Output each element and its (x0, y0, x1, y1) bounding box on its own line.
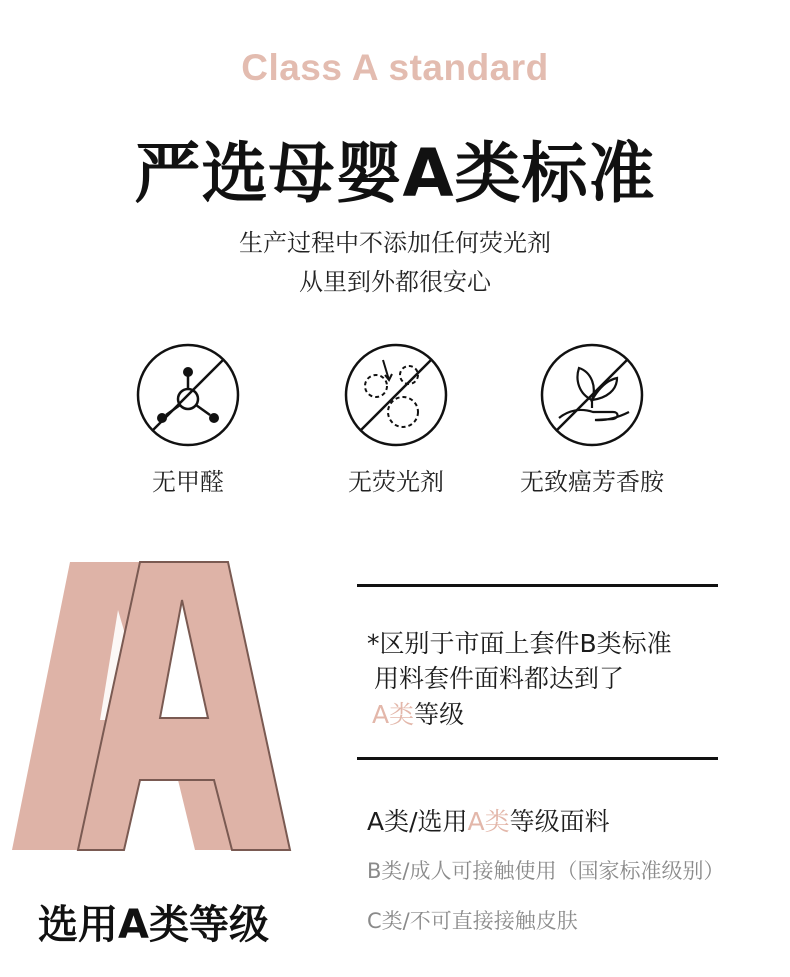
big-a-letters (0, 540, 310, 860)
subtitle-line-1: 生产过程中不添加任何荧光剂 (239, 229, 551, 257)
bottom-title: 选用A类等级 (38, 902, 269, 948)
grade-a (367, 802, 610, 838)
feature-no-fluorescent (291, 342, 501, 497)
feature-no-formaldehyde (83, 342, 293, 497)
no-aromatic-amine-icon (539, 342, 645, 448)
note-line-3-rest: 等级 (414, 700, 465, 729)
note-line-1: *区别于市面上套件B类标准 (367, 629, 672, 658)
grade-a-prefix: A类/选用 (367, 807, 468, 836)
feature-label: 无荧光剂 (348, 468, 444, 496)
grade-a-suffix: 等级面料 (509, 807, 610, 836)
no-formaldehyde-icon (135, 342, 241, 448)
grade-a-highlight: A类 (467, 807, 510, 836)
note-line-2: 用料套件面料都达到了 (374, 664, 625, 693)
divider-bottom (357, 757, 718, 760)
note-line-3 (372, 695, 464, 731)
note-highlight: A类 (372, 700, 415, 729)
feature-label: 无致癌芳香胺 (520, 468, 664, 496)
subtitle-line-2: 从里到外都很安心 (299, 268, 491, 296)
grade-c: C类/不可直接接触皮肤 (367, 909, 578, 933)
no-fluorescent-icon (343, 342, 449, 448)
page-title: 严选母婴A类标准 (134, 135, 656, 212)
grade-b: B类/成人可接触使用（国家标准级别） (367, 859, 725, 883)
feature-label: 无甲醛 (152, 468, 224, 496)
feature-no-aromatic-amine (487, 342, 697, 497)
english-title: Class A standard (241, 47, 549, 88)
divider-top (357, 584, 718, 587)
